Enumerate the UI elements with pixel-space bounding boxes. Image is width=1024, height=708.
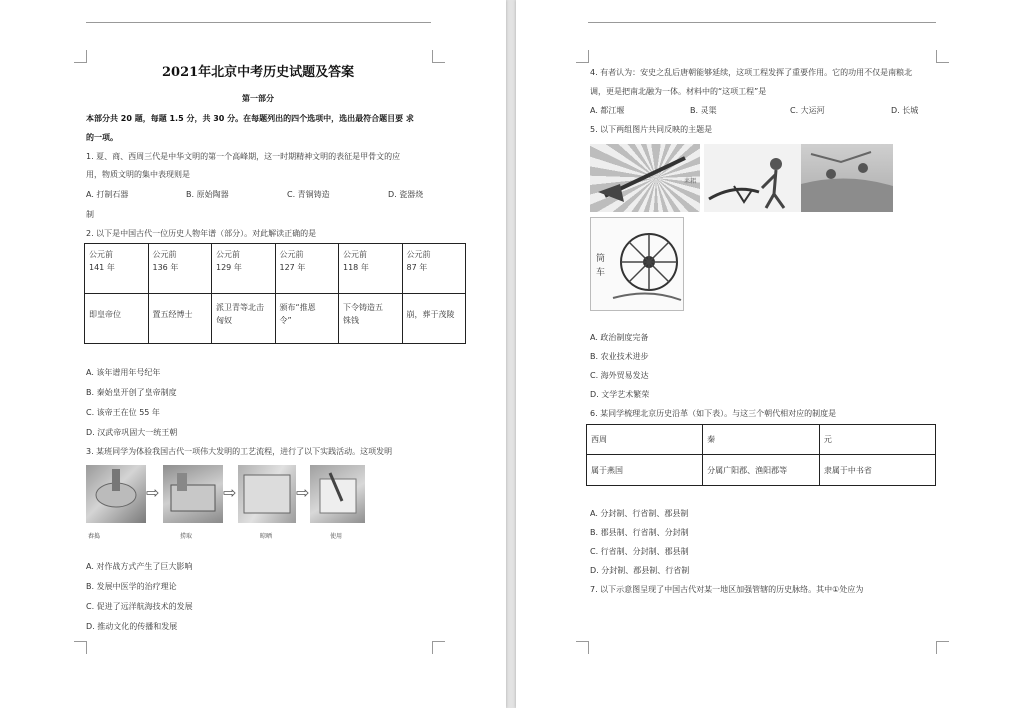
q1-option-d: D. 瓷器烧 [388,190,424,199]
table-cell: 置五经博士 [148,294,212,344]
margin-corner-mark [936,641,949,654]
table-row [85,294,466,344]
q2-option-b: B. 秦始皇开创了皇帝制度 [86,388,177,397]
caption-pounding: 舂捣 [88,533,101,540]
table-cell: 公元前 127 年 [275,244,339,294]
q6-stem: 6. 某同学梳理北京历史沿革（如下表）。与这三个朝代相对应的制度是 [590,409,837,418]
q1-option-c: C. 青铜铸造 [287,190,330,199]
q6-option-a: A. 分封制、行省制、郡县制 [590,509,689,518]
q2-chronology-table [84,243,466,344]
table-cell: 颁布“推恩 令” [275,294,339,344]
papermaking-photo-pounding [86,465,146,523]
q4-option-b: B. 灵渠 [690,106,717,115]
table-cell: 派卫青等北击 匈奴 [212,294,276,344]
q2-option-a: A. 该年谱用年号纪年 [86,368,161,377]
header-rule [588,22,936,23]
process-arrow-icon: ⇨ [223,483,237,502]
q4-option-d: D. 长城 [891,106,919,115]
q3-option-a: A. 对作战方式产生了巨大影响 [86,562,193,571]
table-row [587,455,936,486]
q6-option-c: C. 行省制、分封制、郡县制 [590,547,689,556]
header-rule [86,22,431,23]
table-cell: 下令铸造五 铢钱 [339,294,403,344]
farming-painting-image [801,144,893,212]
caption-drying: 晾晒 [260,533,273,540]
q4-option-c: C. 大运河 [790,106,825,115]
document-title: 2021年北京中考历史试题及答案 [162,65,355,80]
margin-corner-mark [74,641,87,654]
margin-corner-mark [74,50,87,63]
q3-option-c: C. 促进了远洋航海技术的发展 [86,602,193,611]
table-header-cell: 西周 [587,425,703,455]
papermaking-photo-drying [238,465,296,523]
q4-stem-line2: 调，更是把南北融为一体。材料中的“这项工程”是 [590,87,767,96]
margin-corner-mark [936,50,949,63]
table-cell: 分属广阳郡、渔阳郡等 [703,455,820,486]
table-cell: 公元前 118 年 [339,244,403,294]
part-heading: 第一部分 [242,94,274,103]
table-cell: 公元前 87 年 [402,244,466,294]
q5-option-d: D. 文学艺术繁荣 [590,390,650,399]
instructions-line1: 本部分共 20 题，每题 1.5 分，共 30 分。在每题列出的四个选项中，选出最符合题目要 求 [86,114,414,123]
q2-option-d: D. 汉武帝巩固大一统王朝 [86,428,178,437]
q2-stem: 2. 以下是中国古代一位历史人物年谱（部分）。对此解读正确的是 [86,229,317,238]
table-cell: 属于燕国 [587,455,703,486]
plowing-farmer-image [704,144,802,212]
margin-corner-mark [432,641,445,654]
q6-option-d: D. 分封制、郡县制、行省制 [590,566,690,575]
q5-stem: 5. 以下两组图片共同反映的主题是 [590,125,713,134]
process-arrow-icon: ⇨ [146,483,160,502]
q6-option-b: B. 郡县制、行省制、分封制 [590,528,689,537]
q1-stem-line1: 1. 夏、商、西周三代是中华文明的第一个高峰期，这一时期精神文明的表征是甲骨文的应 [86,152,401,161]
q6-beijing-history-table [586,424,936,486]
table-cell: 即皇帝位 [85,294,149,344]
table-header-cell: 元 [819,425,935,455]
q1-option-b: B. 原始陶器 [186,190,229,199]
q3-option-d: D. 推动文化的传播和发展 [86,622,178,631]
q1-option-wrap: 制 [86,210,94,219]
q5-option-c: C. 海外贸易发达 [590,371,649,380]
caption-using: 使用 [330,533,343,540]
table-cell: 隶属于中书省 [819,455,935,486]
q2-option-c: C. 该帝王在位 55 年 [86,408,160,417]
q4-stem-line1: 4. 有者认为：安史之乱后唐朝能够延续，这项工程发挥了重要作用。它的功用不仅是南粮北 [590,68,913,77]
margin-corner-mark [576,50,589,63]
papermaking-photo-scooping [163,465,223,523]
table-cell: 崩，葬于茂陵 [402,294,466,344]
table-header-cell: 秦 [703,425,820,455]
margin-corner-mark [576,641,589,654]
image-label-tongche: 筒车 [596,254,606,278]
q1-stem-line2: 用，物质文明的集中表现则是 [86,170,190,179]
table-cell: 公元前 129 年 [212,244,276,294]
table-cell: 公元前 141 年 [85,244,149,294]
q5-option-a: A. 政治制度完备 [590,333,649,342]
q1-option-a: A. 打制石器 [86,190,129,199]
instructions-line2: 的一项。 [86,133,118,142]
document-page-right [516,0,1024,708]
process-arrow-icon: ⇨ [296,483,310,502]
q5-option-b: B. 农业技术进步 [590,352,649,361]
table-row [85,244,466,294]
caption-scooping: 捞取 [180,533,193,540]
papermaking-photo-using [310,465,365,523]
q3-stem: 3. 某班同学为体验我国古代一项伟大发明的工艺流程，进行了以下实践活动。这项发明 [86,447,393,456]
table-cell: 公元前 136 年 [148,244,212,294]
image-label-leisi: 耒耜 [684,178,697,185]
q4-option-a: A. 都江堰 [590,106,625,115]
q3-option-b: B. 发展中医学的治疗理论 [86,582,177,591]
document-page-left [0,0,506,708]
q7-stem: 7. 以下示意图呈现了中国古代对某一地区加强管辖的历史脉络。其中①处应为 [590,585,864,594]
margin-corner-mark [432,50,445,63]
table-row [587,425,936,455]
